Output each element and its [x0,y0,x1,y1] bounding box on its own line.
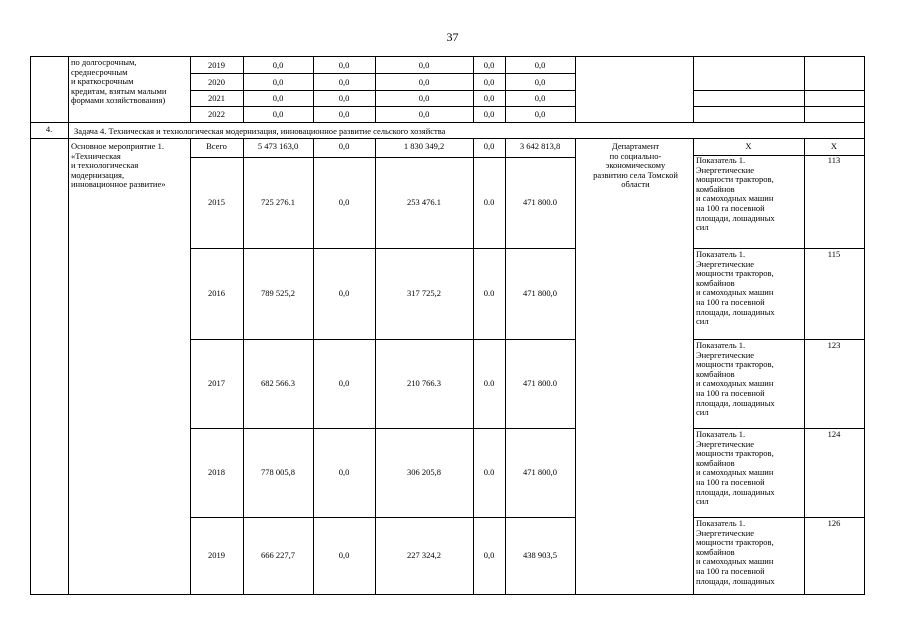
department-cell: Департамент по социально- экономическому развитию села Томской области [593,141,678,190]
top-fed-cell: 0,0 [338,109,350,119]
indicator-text: Показатель 1. Энергетические мощности тракторов, комбайнов и самоходных машин на 100 га посевной площади, лошадиных сил [696,155,775,233]
top-reg-cell: 0,0 [418,59,430,70]
top-total-cell: 0,0 [272,76,284,87]
year-year-cell: 2018 [208,466,225,477]
indicator-value: 126 [827,518,841,528]
indicator-value: 123 [827,340,841,350]
year-row-rule [190,428,576,429]
year-row-rule [190,90,576,91]
top-total-cell: 0,0 [272,93,284,103]
indicator-value: 115 [827,249,841,259]
year-extra-cell: 471 800,0 [523,287,557,298]
year-total-cell: 789 525,2 [261,287,295,298]
top-year-cell: 2021 [208,93,225,103]
year-reg-cell: 306 205,8 [407,466,441,477]
indicator-rule [693,90,865,91]
program-table [30,56,864,594]
table-rule [693,138,694,595]
block-divider [30,122,865,123]
year-row-rule [190,106,576,107]
year-year-cell: 2016 [208,287,225,298]
top-loc-cell: 0,0 [483,59,495,70]
measure-name: Основное мероприятие 1. «Техническая и технологическая модернизация, инновационное развитие» [71,141,166,190]
year-reg-cell: 317 725,2 [407,287,441,298]
year-fed-cell: 0,0 [338,287,350,298]
indicator-value: 113 [827,155,841,165]
year-loc-cell: 0.0 [483,196,495,207]
year-fed-cell: 0,0 [338,549,350,560]
indicator-text: Показатель 1. Энергетические мощности тракторов, комбайнов и самоходных машин на 100 га посевной площади, лошадиных сил [696,429,775,507]
summary-loc-cell: 0,0 [483,141,495,151]
top-reg-cell: 0,0 [418,76,430,87]
top-extra-cell: 0,0 [534,109,546,119]
top-fed-cell: 0,0 [338,76,350,87]
table-right-border [864,56,865,595]
summary-extra-cell: 3 642 813,8 [519,141,561,151]
top-reg-cell: 0,0 [418,109,430,119]
year-year-cell: 2017 [208,377,225,388]
table-rule [68,56,69,123]
year-year-cell: 2015 [208,196,225,207]
top-extra-cell: 0,0 [534,76,546,87]
table-top-border [30,56,865,57]
table-rule [575,138,576,595]
indicator-rule [693,106,865,107]
top-year-cell: 2022 [208,109,225,119]
year-extra-cell: 471 800.0 [523,196,557,207]
year-loc-cell: 0.0 [483,287,495,298]
year-total-cell: 666 227,7 [261,549,295,560]
top-total-cell: 0,0 [272,59,284,70]
summary-total-cell: 5 473 163,0 [257,141,299,151]
year-reg-cell: 210 766.3 [407,377,441,388]
year-extra-cell: 471 800,0 [523,466,557,477]
top-extra-cell: 0,0 [534,59,546,70]
year-row-rule [190,339,576,340]
summary-indicator-cell: Х [745,141,752,151]
table-left-border [30,56,31,595]
top-extra-cell: 0,0 [534,93,546,103]
top-total-cell: 0,0 [272,109,284,119]
task-divider [30,138,865,139]
indicator-text: Показатель 1. Энергетические мощности тракторов, комбайнов и самоходных машин на 100 га посевной площади, лошадиных сил [696,340,775,418]
task-title: Задача 4. Техническая и технологическая модернизация, инновационное развитие сельского хозяйства [74,126,446,136]
summary-fed-cell: 0,0 [338,141,350,151]
year-total-cell: 778 005,8 [261,466,295,477]
year-fed-cell: 0,0 [338,196,350,207]
top-loc-cell: 0,0 [483,109,495,119]
year-extra-cell: 438 903,5 [523,549,557,560]
indicator-value: 124 [827,429,841,439]
year-loc-cell: 0.0 [483,466,495,477]
summary-year-cell: Всего [206,141,227,151]
top-loc-cell: 0,0 [483,76,495,87]
year-fed-cell: 0,0 [338,466,350,477]
year-reg-cell: 253 476.1 [407,196,441,207]
year-row-rule [190,517,576,518]
year-extra-cell: 471 800.0 [523,377,557,388]
top-fed-cell: 0,0 [338,59,350,70]
summary-row-rule [190,157,576,158]
indicator-text: Показатель 1. Энергетические мощности тракторов, комбайнов и самоходных машин на 100 га посевной площади, лошадиных [696,518,775,586]
task-number: 4. [45,124,53,134]
year-loc-cell: 0.0 [483,377,495,388]
top-year-cell: 2019 [208,59,225,70]
indicator-text: Показатель 1. Энергетические мощности тракторов, комбайнов и самоходных машин на 100 га посевной площади, лошадиных сил [696,249,775,327]
measure-description: по долгосрочным, среднесрочным и краткосрочным кредитам, взятым малыми формами хозяйствования) [71,57,167,106]
year-row-rule [190,73,576,74]
top-loc-cell: 0,0 [483,93,495,103]
year-total-cell: 682 566.3 [261,377,295,388]
page-number: 37 [446,30,459,44]
year-fed-cell: 0,0 [338,377,350,388]
top-year-cell: 2020 [208,76,225,87]
top-fed-cell: 0,0 [338,93,350,103]
year-total-cell: 725 276.1 [261,196,295,207]
year-loc-cell: 0,0 [483,549,495,560]
year-reg-cell: 227 324,2 [407,549,441,560]
table-rule [68,138,69,595]
summary-value-cell: Х [830,141,838,151]
table-rule [68,122,69,139]
year-year-cell: 2019 [208,549,225,560]
top-reg-cell: 0,0 [418,93,430,103]
table-bottom-border [30,594,865,595]
year-row-rule [190,248,576,249]
summary-reg-cell: 1 830 349,2 [403,141,445,151]
